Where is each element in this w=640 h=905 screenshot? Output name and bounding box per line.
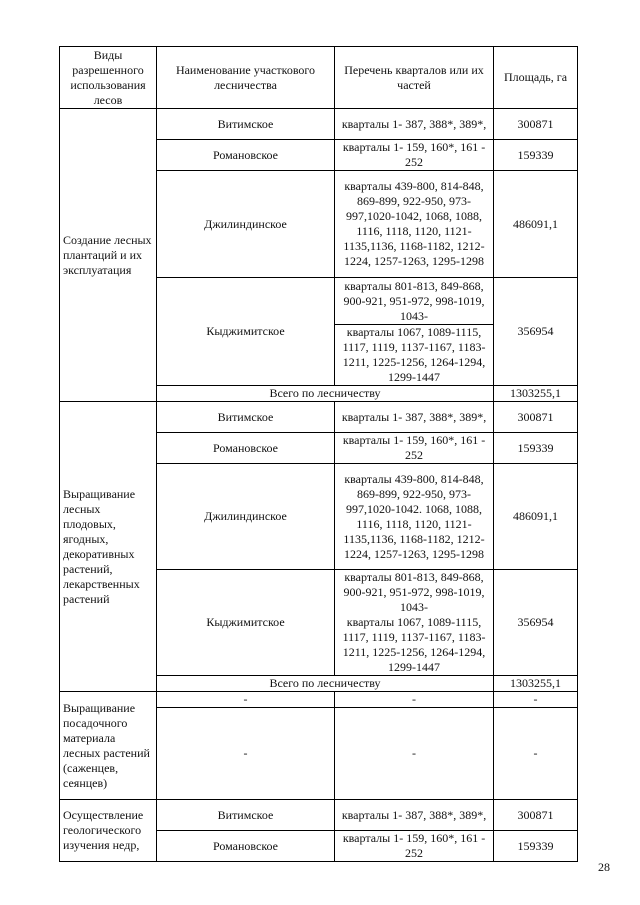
use-type-cell: Выращивание посадочного материала лесных растений (саженцев, сеянцев) xyxy=(60,692,157,800)
area-cell: 300871 xyxy=(494,109,578,140)
area-cell: 486091,1 xyxy=(494,171,578,278)
forestry-cell: Витимское xyxy=(157,402,335,433)
table-row xyxy=(60,692,578,708)
forestry-cell: Романовское xyxy=(157,831,335,862)
quarters-cell: кварталы 1- 159, 160*, 161 - 252 xyxy=(335,831,494,862)
quarters-cell: - xyxy=(335,708,494,800)
quarters-text-cont: кварталы 1067, 1089-1115, 1117, 1119, 1137-1167, 1183-1211, 1225-1256, 1264-1294, 1299-1447 xyxy=(342,615,486,674)
forestry-cell: Романовское xyxy=(157,433,335,464)
quarters-cell: кварталы 1- 387, 388*, 389*, xyxy=(335,402,494,433)
area-cell: 159339 xyxy=(494,831,578,862)
total-label: Всего по лесничеству xyxy=(157,676,494,692)
total-label: Всего по лесничеству xyxy=(157,386,494,402)
table-row xyxy=(60,800,578,831)
area-cell: - xyxy=(494,708,578,800)
forestry-cell: Витимское xyxy=(157,109,335,140)
area-cell: 300871 xyxy=(494,402,578,433)
area-cell: 159339 xyxy=(494,433,578,464)
header-use-type: Виды разрешенного использования лесов xyxy=(60,47,157,109)
use-type-cell: Осуществление геологического изучения недр, xyxy=(60,800,157,862)
forest-use-table xyxy=(59,46,578,862)
quarters-cell: кварталы 1- 159, 160*, 161 - 252 xyxy=(335,140,494,171)
area-cell: 159339 xyxy=(494,140,578,171)
quarters-cell: - xyxy=(335,692,494,708)
forestry-cell: - xyxy=(157,708,335,800)
forestry-cell: Кыджимитское xyxy=(157,570,335,676)
quarters-cell: кварталы 1- 159, 160*, 161 - 252 xyxy=(335,433,494,464)
quarters-cell: кварталы 439-800, 814-848, 869-899, 922-950, 973-997,1020-1042. 1068, 1088, 1116, 1118, 1120, 1121-1135,1136, 1168-1182, 1212-1224, 1257-1263, 1295-1298 xyxy=(335,464,494,570)
area-cell: 300871 xyxy=(494,800,578,831)
table-row xyxy=(60,402,578,433)
forestry-cell: Романовское xyxy=(157,140,335,171)
quarters-cell xyxy=(335,570,494,676)
total-area: 1303255,1 xyxy=(494,676,578,692)
forestry-cell: Витимское xyxy=(157,800,335,831)
area-cell: 356954 xyxy=(494,278,578,386)
header-forestry: Наименование участкового лесничества xyxy=(157,47,335,109)
quarters-cell: кварталы 1- 387, 388*, 389*, xyxy=(335,800,494,831)
quarters-cell: кварталы 439-800, 814-848, 869-899, 922-950, 973-997,1020-1042, 1068, 1088, 1116, 1118, 1120, 1121-1135,1136, 1168-1182, 1212-1224, 1257-1263, 1295-1298 xyxy=(335,171,494,278)
area-cell: - xyxy=(494,692,578,708)
page-number: 28 xyxy=(598,860,610,874)
table-header-row xyxy=(60,47,578,109)
forestry-cell: Джилиндинское xyxy=(157,464,335,570)
quarters-cell: кварталы 801-813, 849-868, 900-921, 951-972, 998-1019, 1043- xyxy=(335,278,494,325)
area-cell: 486091,1 xyxy=(494,464,578,570)
header-area: Площадь, га xyxy=(494,47,578,109)
use-type-cell: Создание лесных плантаций и их эксплуатация xyxy=(60,109,157,402)
forestry-cell: Джилиндинское xyxy=(157,171,335,278)
total-area: 1303255,1 xyxy=(494,386,578,402)
quarters-cell: кварталы 1- 387, 388*, 389*, xyxy=(335,109,494,140)
header-quarters: Перечень кварталов или их частей xyxy=(335,47,494,109)
quarters-cell: кварталы 1067, 1089-1115, 1117, 1119, 1137-1167, 1183-1211, 1225-1256, 1264-1294, 1299-1447 xyxy=(335,325,494,386)
use-type-cell: Выращивание лесных плодовых, ягодных, декоративных растений, лекарственных растений xyxy=(60,402,157,692)
forestry-cell: - xyxy=(157,692,335,708)
area-cell: 356954 xyxy=(494,570,578,676)
table-row xyxy=(60,109,578,140)
quarters-text: кварталы 801-813, 849-868, 900-921, 951-972, 998-1019, 1043- xyxy=(343,570,485,614)
forestry-cell: Кыджимитское xyxy=(157,278,335,386)
